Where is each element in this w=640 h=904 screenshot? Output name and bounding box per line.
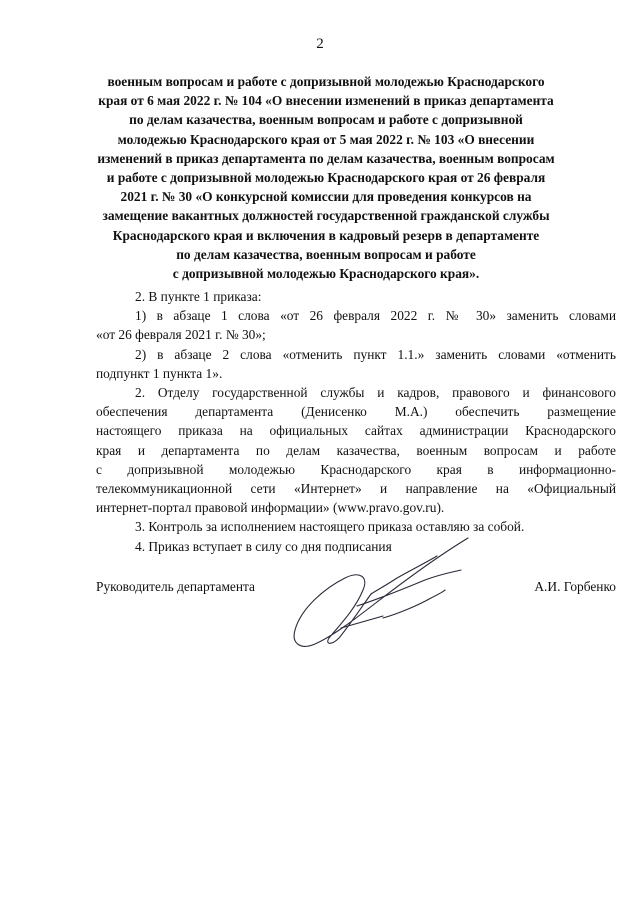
- clause-4: 4. Приказ вступает в силу со дня подписания: [135, 538, 392, 554]
- signatory-name: А.И. Горбенко: [534, 579, 616, 594]
- title-line: по делам казачества, военным вопросам и работе с допризывной: [129, 112, 523, 128]
- title-line: изменений в приказ департамента по делам казачества, военным вопросам: [97, 150, 555, 166]
- title-line: и работе с допризывной молодежью Краснодарского края от 26 февраля: [106, 170, 546, 186]
- signatory-title: Руководитель департамента: [96, 579, 255, 594]
- title-line: края от 6 мая 2022 г. № 104 «О внесении изменений в приказ департамента: [98, 93, 554, 109]
- title-line: замещение вакантных должностей государственной гражданской службы: [102, 208, 550, 224]
- document-title: [94, 72, 558, 283]
- title-line: военным вопросам и работе с допризывной молодежью Краснодарского: [107, 74, 545, 89]
- clause-3: 3. Контроль за исполнением настоящего приказа оставляю за собой.: [135, 519, 525, 535]
- clause-2-subitem-2: 2) в абзаце 2 слова «отменить пункт 1.1.» заменить словами «отменить подпункт 1 пункта 1».: [96, 346, 616, 381]
- clause-2-publication: 2. Отделу государственной службы и кадров, правового и финансового обеспечения департамента (Денисенко М.А.) обеспечить размещение настоящего приказа на официальных сайтах администрации Краснодарского края и департамента по делам казачества, военным вопросам и работе с допризывной молодежью Краснодарского края в информационно- телекоммуникационной сети «Интернет» и направление на «Официальный интернет-портал правовой информации» (www.pravo.gov.ru).: [96, 385, 616, 516]
- clause-2-subitem-1: 1) в абзаце 1 слова «от 26 февраля 2022 г. № 30» заменить словами «от 26 февраля 2021 г. № 30»;: [96, 308, 616, 343]
- title-line: молодежью Краснодарского края от 5 мая 2022 г. № 103 «О внесении: [117, 131, 535, 147]
- page-number: 2: [316, 36, 324, 52]
- title-line: с допризывной молодежью Краснодарского края».: [172, 266, 480, 282]
- document-body: [96, 287, 616, 556]
- handwritten-signature: [285, 532, 480, 662]
- title-line: по делам казачества, военным вопросам и работе: [176, 246, 476, 262]
- title-line: Краснодарского края и включения в кадровый резерв в департаменте: [112, 227, 540, 243]
- title-line: 2021 г. № 30 «О конкурсной комиссии для проведения конкурсов на: [120, 189, 532, 205]
- clause-2-intro: 2. В пункте 1 приказа:: [135, 289, 262, 304]
